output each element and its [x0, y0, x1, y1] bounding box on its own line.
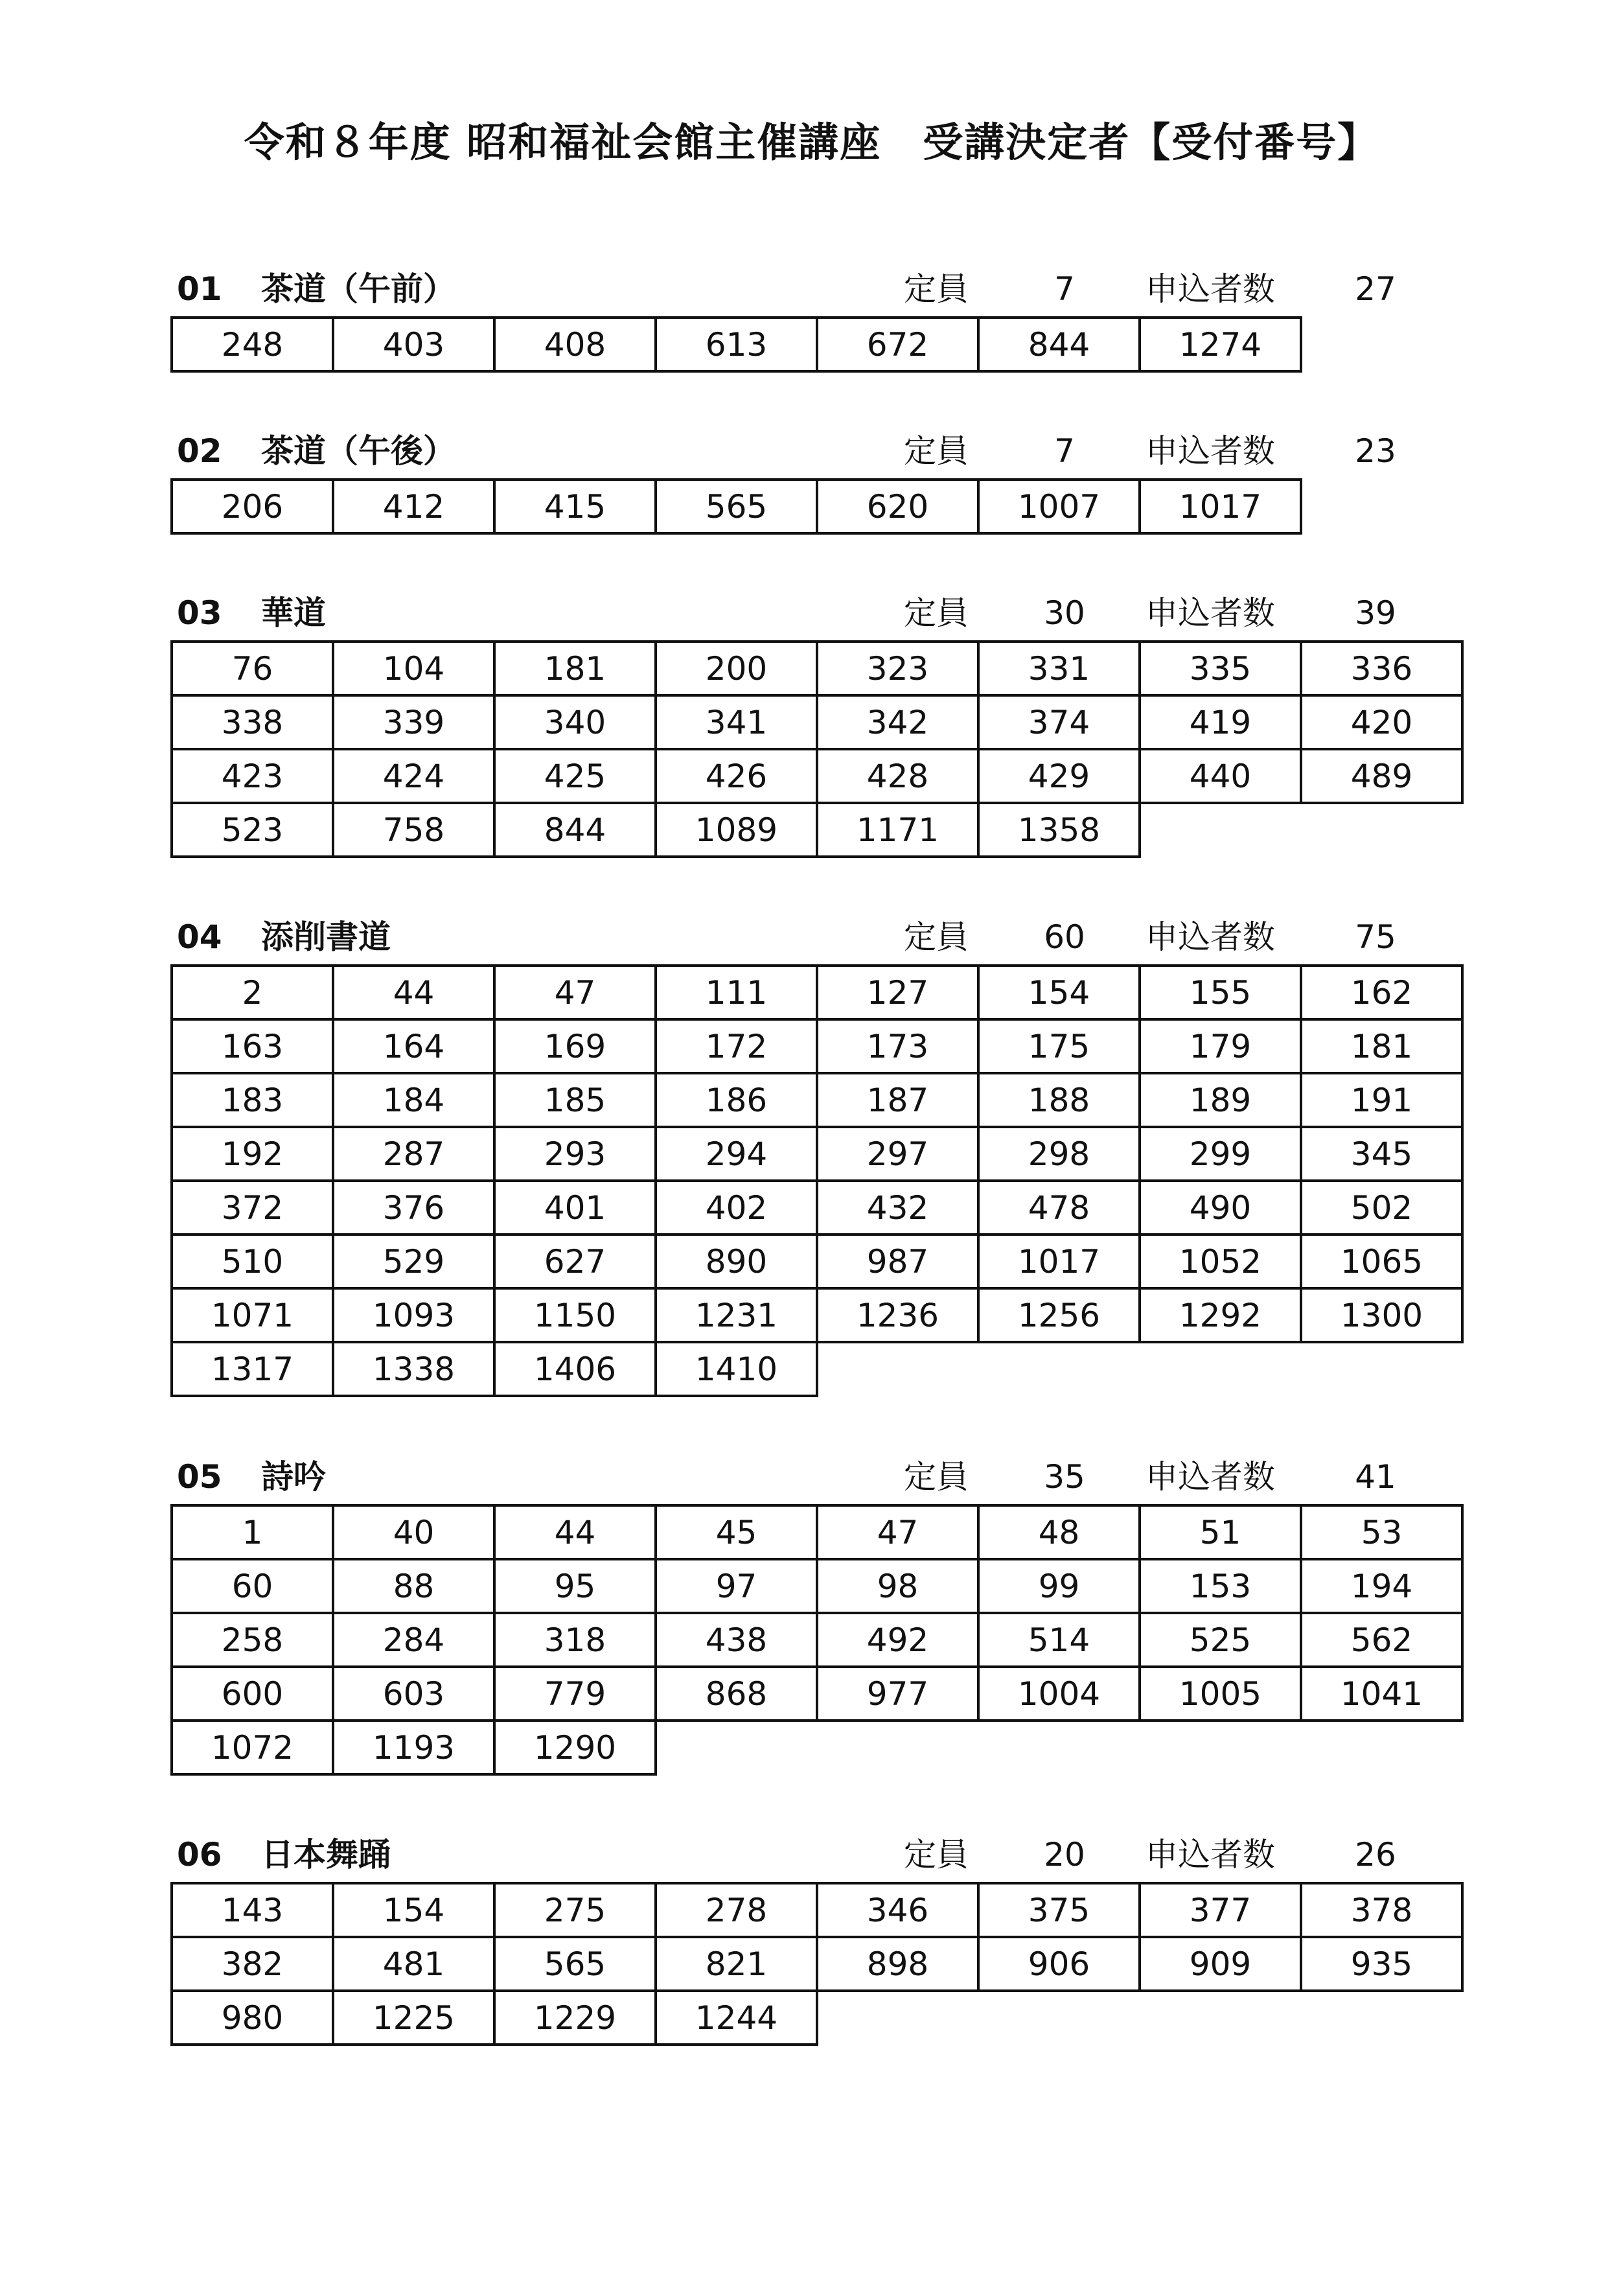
reception-number-cell: 432	[817, 1181, 978, 1235]
empty-cell	[1301, 1991, 1462, 2045]
reception-number-cell: 1406	[494, 1342, 656, 1396]
reception-number-cell: 184	[333, 1073, 494, 1127]
reception-number-table	[170, 1882, 1464, 2046]
reception-number-cell: 419	[1140, 695, 1301, 749]
applicants-label: 申込者数	[1145, 594, 1275, 632]
reception-number-cell: 299	[1140, 1127, 1301, 1181]
reception-number-cell: 1093	[333, 1288, 494, 1342]
reception-number-table	[170, 478, 1462, 535]
empty-cell	[1301, 1721, 1462, 1774]
course-name: 茶道（午前）	[261, 270, 455, 308]
empty-cell	[978, 1342, 1140, 1396]
capacity-value: 20	[1044, 1836, 1085, 1873]
reception-number-cell: 275	[494, 1883, 656, 1937]
applicants-value: 23	[1355, 432, 1396, 470]
reception-number-cell: 1290	[494, 1721, 656, 1774]
reception-number-cell: 181	[494, 642, 656, 695]
reception-number-cell: 935	[1301, 1937, 1462, 1991]
reception-number-cell: 402	[656, 1181, 817, 1235]
empty-cell	[1301, 803, 1462, 857]
reception-number-cell: 164	[333, 1019, 494, 1073]
reception-number-cell: 340	[494, 695, 656, 749]
reception-number-cell: 88	[333, 1559, 494, 1613]
reception-number-cell: 1292	[1140, 1288, 1301, 1342]
reception-number-cell: 186	[656, 1073, 817, 1127]
reception-number-cell: 758	[333, 803, 494, 857]
reception-number-cell: 844	[494, 803, 656, 857]
reception-number-cell: 318	[494, 1613, 656, 1667]
reception-number-cell: 1017	[978, 1235, 1140, 1288]
reception-number-cell: 492	[817, 1613, 978, 1667]
reception-number-cell: 2	[172, 966, 333, 1019]
reception-number-cell: 191	[1301, 1073, 1462, 1127]
reception-number-cell: 45	[656, 1505, 817, 1559]
course-section	[170, 1828, 1466, 2037]
reception-number-cell: 401	[494, 1181, 656, 1235]
reception-number-cell: 1150	[494, 1288, 656, 1342]
reception-number-cell: 821	[656, 1937, 817, 1991]
reception-number-cell: 188	[978, 1073, 1140, 1127]
reception-number-cell: 192	[172, 1127, 333, 1181]
course-number: 02	[177, 432, 222, 470]
reception-number-cell: 376	[333, 1181, 494, 1235]
table-row	[172, 803, 1462, 857]
document-title: 令和８年度 昭和福祉会館主催講座 受講決定者【受付番号】	[244, 119, 1379, 166]
reception-number-cell: 258	[172, 1613, 333, 1667]
reception-number-cell: 323	[817, 642, 978, 695]
reception-number-cell: 423	[172, 749, 333, 803]
table-row	[172, 1721, 1462, 1774]
reception-number-cell: 1065	[1301, 1235, 1462, 1288]
reception-number-cell: 76	[172, 642, 333, 695]
reception-number-cell: 1017	[1140, 480, 1301, 533]
reception-number-cell: 338	[172, 695, 333, 749]
reception-number-cell: 620	[817, 480, 978, 533]
course-section	[170, 910, 1466, 1388]
reception-number-cell: 345	[1301, 1127, 1462, 1181]
reception-number-cell: 415	[494, 480, 656, 533]
table-row	[172, 1073, 1462, 1127]
course-number: 05	[177, 1458, 222, 1496]
reception-number-cell: 293	[494, 1127, 656, 1181]
capacity-label: 定員	[904, 1458, 969, 1496]
empty-cell	[1140, 1991, 1301, 2045]
applicants-label: 申込者数	[1145, 1836, 1275, 1873]
reception-number-cell: 1410	[656, 1342, 817, 1396]
applicants-value: 39	[1355, 594, 1396, 632]
empty-cell	[817, 1721, 978, 1774]
capacity-label: 定員	[904, 594, 969, 632]
reception-number-cell: 510	[172, 1235, 333, 1288]
course-header	[170, 262, 1466, 316]
reception-number-table	[170, 640, 1464, 858]
reception-number-cell: 1256	[978, 1288, 1140, 1342]
capacity-value: 60	[1044, 918, 1085, 956]
course-section	[170, 1450, 1466, 1767]
reception-number-cell: 420	[1301, 695, 1462, 749]
empty-cell	[1140, 1721, 1301, 1774]
reception-number-cell: 425	[494, 749, 656, 803]
reception-number-cell: 1193	[333, 1721, 494, 1774]
empty-cell	[1301, 480, 1462, 533]
reception-number-cell: 342	[817, 695, 978, 749]
reception-number-cell: 335	[1140, 642, 1301, 695]
reception-number-cell: 403	[333, 318, 494, 371]
table-row	[172, 1181, 1462, 1235]
table-row	[172, 1505, 1462, 1559]
reception-number-cell: 98	[817, 1559, 978, 1613]
reception-number-cell: 412	[333, 480, 494, 533]
reception-number-cell: 48	[978, 1505, 1140, 1559]
reception-number-cell: 1317	[172, 1342, 333, 1396]
reception-number-cell: 173	[817, 1019, 978, 1073]
course-header	[170, 910, 1466, 964]
course-header	[170, 586, 1466, 640]
reception-number-cell: 428	[817, 749, 978, 803]
table-row	[172, 1613, 1462, 1667]
course-number: 03	[177, 594, 222, 632]
applicants-value: 27	[1355, 270, 1396, 308]
reception-number-cell: 172	[656, 1019, 817, 1073]
empty-cell	[817, 1342, 978, 1396]
reception-number-cell: 1274	[1140, 318, 1301, 371]
reception-number-cell: 297	[817, 1127, 978, 1181]
reception-number-cell: 336	[1301, 642, 1462, 695]
reception-number-cell: 206	[172, 480, 333, 533]
course-name: 詩吟	[261, 1458, 326, 1496]
reception-number-cell: 51	[1140, 1505, 1301, 1559]
applicants-label: 申込者数	[1145, 1458, 1275, 1496]
reception-number-cell: 481	[333, 1937, 494, 1991]
reception-number-cell: 339	[333, 695, 494, 749]
reception-number-cell: 346	[817, 1883, 978, 1937]
reception-number-cell: 478	[978, 1181, 1140, 1235]
empty-cell	[1140, 803, 1301, 857]
table-row	[172, 1019, 1462, 1073]
reception-number-cell: 374	[978, 695, 1140, 749]
reception-number-cell: 287	[333, 1127, 494, 1181]
reception-number-cell: 1244	[656, 1991, 817, 2045]
reception-number-cell: 185	[494, 1073, 656, 1127]
reception-number-cell: 372	[172, 1181, 333, 1235]
reception-number-cell: 909	[1140, 1937, 1301, 1991]
reception-number-cell: 1007	[978, 480, 1140, 533]
reception-number-cell: 565	[656, 480, 817, 533]
table-row	[172, 1559, 1462, 1613]
empty-cell	[1140, 1342, 1301, 1396]
course-header	[170, 1450, 1466, 1504]
reception-number-cell: 44	[333, 966, 494, 1019]
reception-number-cell: 1072	[172, 1721, 333, 1774]
reception-number-cell: 194	[1301, 1559, 1462, 1613]
reception-number-cell: 490	[1140, 1181, 1301, 1235]
reception-number-cell: 278	[656, 1883, 817, 1937]
reception-number-cell: 99	[978, 1559, 1140, 1613]
reception-number-cell: 163	[172, 1019, 333, 1073]
reception-number-cell: 179	[1140, 1019, 1301, 1073]
table-row	[172, 480, 1462, 533]
reception-number-table	[170, 316, 1462, 373]
reception-number-cell: 1358	[978, 803, 1140, 857]
reception-number-cell: 980	[172, 1991, 333, 2045]
table-row	[172, 1991, 1462, 2045]
table-row	[172, 1235, 1462, 1288]
reception-number-cell: 187	[817, 1073, 978, 1127]
reception-number-cell: 1300	[1301, 1288, 1462, 1342]
reception-number-cell: 200	[656, 642, 817, 695]
reception-number-cell: 378	[1301, 1883, 1462, 1937]
applicants-value: 26	[1355, 1836, 1396, 1873]
course-name: 日本舞踊	[261, 1836, 391, 1873]
table-row	[172, 749, 1462, 803]
reception-number-cell: 248	[172, 318, 333, 371]
reception-number-cell: 426	[656, 749, 817, 803]
reception-number-cell: 438	[656, 1613, 817, 1667]
reception-number-cell: 603	[333, 1667, 494, 1721]
reception-number-cell: 440	[1140, 749, 1301, 803]
course-name: 茶道（午後）	[261, 432, 455, 470]
reception-number-cell: 44	[494, 1505, 656, 1559]
reception-number-cell: 341	[656, 695, 817, 749]
reception-number-cell: 562	[1301, 1613, 1462, 1667]
course-header	[170, 424, 1466, 478]
reception-number-cell: 153	[1140, 1559, 1301, 1613]
reception-number-cell: 429	[978, 749, 1140, 803]
reception-number-cell: 97	[656, 1559, 817, 1613]
reception-number-cell: 154	[978, 966, 1140, 1019]
applicants-label: 申込者数	[1145, 270, 1275, 308]
reception-number-cell: 906	[978, 1937, 1140, 1991]
reception-number-cell: 155	[1140, 966, 1301, 1019]
reception-number-cell: 1071	[172, 1288, 333, 1342]
applicants-label: 申込者数	[1145, 432, 1275, 470]
table-row	[172, 318, 1462, 371]
reception-number-cell: 40	[333, 1505, 494, 1559]
reception-number-cell: 143	[172, 1883, 333, 1937]
table-row	[172, 1667, 1462, 1721]
reception-number-cell: 294	[656, 1127, 817, 1181]
empty-cell	[1301, 1342, 1462, 1396]
capacity-value: 7	[1054, 432, 1075, 470]
reception-number-cell: 1089	[656, 803, 817, 857]
course-header	[170, 1828, 1466, 1882]
reception-number-cell: 154	[333, 1883, 494, 1937]
course-number: 01	[177, 270, 222, 308]
reception-number-cell: 1041	[1301, 1667, 1462, 1721]
reception-number-cell: 181	[1301, 1019, 1462, 1073]
course-name: 添削書道	[261, 918, 391, 956]
course-section	[170, 586, 1466, 849]
empty-cell	[1301, 318, 1462, 371]
reception-number-cell: 377	[1140, 1883, 1301, 1937]
table-row	[172, 695, 1462, 749]
applicants-value: 41	[1355, 1458, 1396, 1496]
applicants-value: 75	[1355, 918, 1396, 956]
reception-number-cell: 1338	[333, 1342, 494, 1396]
capacity-value: 35	[1044, 1458, 1085, 1496]
empty-cell	[656, 1721, 817, 1774]
reception-number-cell: 104	[333, 642, 494, 695]
reception-number-cell: 868	[656, 1667, 817, 1721]
reception-number-cell: 1231	[656, 1288, 817, 1342]
reception-number-cell: 489	[1301, 749, 1462, 803]
capacity-label: 定員	[904, 432, 969, 470]
reception-number-cell: 1225	[333, 1991, 494, 2045]
capacity-label: 定員	[904, 270, 969, 308]
capacity-value: 30	[1044, 594, 1085, 632]
reception-number-cell: 375	[978, 1883, 1140, 1937]
reception-number-cell: 1052	[1140, 1235, 1301, 1288]
course-number: 06	[177, 1836, 222, 1873]
reception-number-cell: 1229	[494, 1991, 656, 2045]
reception-number-cell: 169	[494, 1019, 656, 1073]
reception-number-cell: 525	[1140, 1613, 1301, 1667]
reception-number-cell: 95	[494, 1559, 656, 1613]
reception-number-cell: 523	[172, 803, 333, 857]
reception-number-cell: 47	[817, 1505, 978, 1559]
reception-number-cell: 898	[817, 1937, 978, 1991]
reception-number-cell: 779	[494, 1667, 656, 1721]
course-name: 華道	[261, 594, 326, 632]
reception-number-cell: 514	[978, 1613, 1140, 1667]
reception-number-cell: 382	[172, 1937, 333, 1991]
reception-number-cell: 627	[494, 1235, 656, 1288]
reception-number-cell: 175	[978, 1019, 1140, 1073]
reception-number-cell: 111	[656, 966, 817, 1019]
empty-cell	[817, 1991, 978, 2045]
table-row	[172, 1342, 1462, 1396]
reception-number-cell: 1005	[1140, 1667, 1301, 1721]
reception-number-cell: 127	[817, 966, 978, 1019]
reception-number-cell: 987	[817, 1235, 978, 1288]
course-number: 04	[177, 918, 222, 956]
reception-number-cell: 600	[172, 1667, 333, 1721]
reception-number-cell: 47	[494, 966, 656, 1019]
reception-number-cell: 890	[656, 1235, 817, 1288]
reception-number-cell: 1236	[817, 1288, 978, 1342]
reception-number-cell: 424	[333, 749, 494, 803]
reception-number-cell: 284	[333, 1613, 494, 1667]
course-section	[170, 424, 1466, 526]
reception-number-cell: 408	[494, 318, 656, 371]
reception-number-cell: 183	[172, 1073, 333, 1127]
table-row	[172, 1883, 1462, 1937]
reception-number-cell: 529	[333, 1235, 494, 1288]
reception-number-cell: 613	[656, 318, 817, 371]
reception-number-cell: 298	[978, 1127, 1140, 1181]
reception-number-cell: 565	[494, 1937, 656, 1991]
table-row	[172, 966, 1462, 1019]
capacity-label: 定員	[904, 1836, 969, 1873]
reception-number-cell: 189	[1140, 1073, 1301, 1127]
empty-cell	[978, 1991, 1140, 2045]
reception-number-cell: 1171	[817, 803, 978, 857]
reception-number-cell: 672	[817, 318, 978, 371]
course-section	[170, 262, 1466, 364]
reception-number-cell: 162	[1301, 966, 1462, 1019]
capacity-value: 7	[1054, 270, 1075, 308]
table-row	[172, 1127, 1462, 1181]
reception-number-cell: 60	[172, 1559, 333, 1613]
table-row	[172, 1288, 1462, 1342]
table-row	[172, 1937, 1462, 1991]
reception-number-cell: 977	[817, 1667, 978, 1721]
reception-number-cell: 53	[1301, 1505, 1462, 1559]
reception-number-table	[170, 1504, 1464, 1776]
capacity-label: 定員	[904, 918, 969, 956]
reception-number-cell: 502	[1301, 1181, 1462, 1235]
reception-number-cell: 844	[978, 318, 1140, 371]
reception-number-cell: 1	[172, 1505, 333, 1559]
reception-number-table	[170, 964, 1464, 1397]
reception-number-cell: 1004	[978, 1667, 1140, 1721]
applicants-label: 申込者数	[1145, 918, 1275, 956]
reception-number-cell: 331	[978, 642, 1140, 695]
table-row	[172, 642, 1462, 695]
empty-cell	[978, 1721, 1140, 1774]
